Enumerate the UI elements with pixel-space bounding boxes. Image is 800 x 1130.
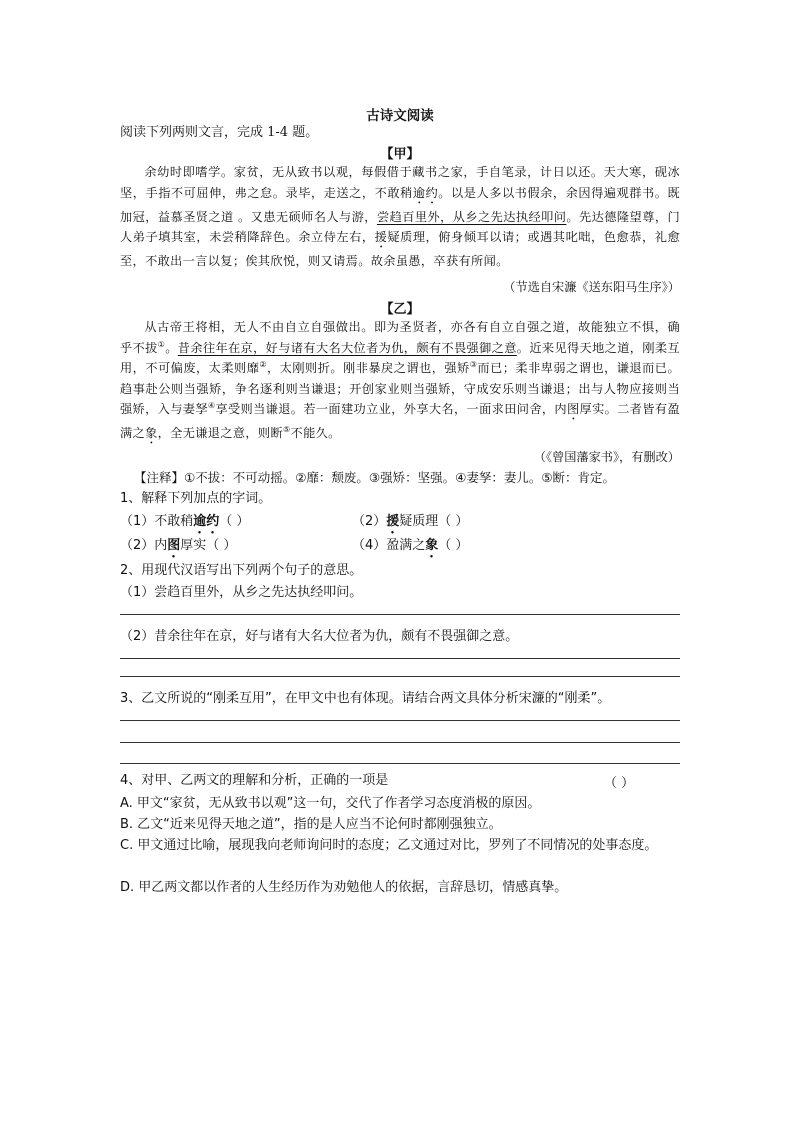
yi-underlined-sentence: 昔余往年在京，好与诸有大名大位者为仇，颇有不畏强御之意 (177, 340, 517, 355)
page-title: 古诗文阅读 (366, 108, 434, 124)
answer-blank[interactable]: （ ） (219, 514, 250, 529)
yi-text-7: 厚实。二者皆有盈满之 (120, 402, 680, 440)
option-a: A. 甲文“家贫，无从致书以观”这一句，交代了作者学习态度消极的原因。 (120, 796, 541, 811)
yi-dotted-word: 图 (566, 402, 580, 416)
option-b: B. 乙文“近来见得天地之道”，指的是人应当不论何时都刚强独立。 (120, 817, 502, 832)
annotation-notes: 【注释】①不拔：不可动摇。②靡：颓废。③强矫：坚强。④妻孥：妻儿。⑤断：肯定。 (134, 470, 616, 485)
item-label: （2）内 (120, 538, 168, 553)
answer-blank[interactable]: 疑质理（ ） (399, 514, 469, 529)
footnote-marker: ② (259, 359, 268, 369)
item-label: （4）盈满之 (352, 538, 426, 553)
question-2-sentence-1: （1）尝趋百里外，从乡之先达执经叩问。 (120, 585, 363, 600)
passage-jia-heading: 【甲】 (380, 147, 420, 162)
instruction-text: 阅读下列两则文言，完成 1-4 题。 (120, 125, 319, 140)
question-1-item-4 (352, 537, 468, 561)
dotted-word: 逾约 (193, 514, 220, 529)
question-3-stem: 3、乙文所说的“刚柔互用”，在甲文中也有体现。请结合两文具体分析宋濂的“刚柔”。 (120, 691, 611, 706)
dotted-word: 象 (425, 538, 439, 553)
passage-yi-text (120, 317, 680, 447)
jia-underlined-sentence: 尝趋百里外，从乡之先达执经叩问 (376, 209, 567, 224)
question-1-item-3 (120, 537, 236, 561)
answer-line[interactable] (120, 742, 680, 743)
footnote-marker: ③ (469, 359, 478, 369)
question-1-item-2 (352, 513, 468, 537)
yi-text-9: 不能久。 (290, 426, 341, 440)
yi-text-4: ，太刚则折。刚非暴戾之谓也，强矫 (267, 361, 470, 375)
passage-yi-source: （《曾国藩家书》，有删改） (533, 450, 680, 464)
question-1-stem: 1、解释下列加点的字词。 (120, 491, 272, 506)
question-2-stem: 2、用现代汉语写出下列两个句子的意思。 (120, 563, 363, 578)
answer-line[interactable] (120, 720, 680, 721)
jia-text-4: 疑质理，俯身倾耳以请；或遇其叱咄，色愈恭，礼愈至，不敢出一言以复；俟其欣悦，则又请焉。故余虽愚，卒获有所闻。 (120, 230, 680, 268)
dotted-word: 援 (386, 514, 400, 529)
answer-paren[interactable]: （ ） (604, 776, 635, 791)
jia-text-2: 。以是人多以书假余，余因得遍观群书。既加冠，益慕圣贤之道 。又患无硕师名人与游， (120, 185, 680, 224)
answer-line[interactable] (120, 763, 680, 764)
option-d: D. 甲乙两文都以作者的人生经历作为劝勉他人的依据，言辞恳切，情感真挚。 (120, 880, 568, 895)
footnote-marker: ① (157, 339, 166, 349)
yi-dotted-word: 象 (145, 426, 158, 440)
yi-text-8: ，全无谦退之意，则断 (157, 426, 283, 440)
footnote-marker: ④ (207, 400, 216, 410)
question-4-stem: 4、对甲、乙两文的理解和分析，正确的一项是 (120, 773, 389, 788)
item-label: （1）不敢稍 (120, 514, 194, 529)
question-1-item-1 (120, 513, 249, 537)
jia-text-1: 余幼时即嗜学。家贫，无从致书以观，每假借于藏书之家，手自笔录，计日以还。天大寒，砚冰坚，手指不可屈伸，弗之怠。录毕，走送之，不敢稍 (120, 165, 680, 200)
passage-jia-source: （节选自宋濂《送东阳马生序》） (503, 280, 680, 294)
yi-text-3: 。近来见得天地之道，刚柔互用，不可偏废，太柔则靡 (120, 340, 680, 375)
answer-blank[interactable]: （ ） (438, 538, 469, 553)
dotted-word: 图 (167, 538, 181, 553)
passage-jia-text (120, 162, 680, 272)
passage-yi-heading: 【乙】 (380, 302, 420, 317)
jia-dotted-word: 逾约 (412, 185, 439, 200)
answer-line[interactable] (120, 614, 680, 615)
answer-line[interactable] (120, 676, 680, 677)
yi-text-6: 享受则当谦退。若一面建功立业，外享大名，一面求田问舍，内 (215, 402, 567, 416)
answer-blank[interactable]: 厚实（ ） (180, 538, 237, 553)
option-c: C. 甲文通过比喻，展现我向老师询问时的态度；乙文通过对比，罗列了不同情况的处事态度。 (120, 838, 658, 853)
footnote-marker: ⑤ (283, 424, 291, 434)
yi-text-2: 。 (165, 340, 178, 355)
jia-dotted-word: 援 (374, 230, 388, 244)
item-label: （2） (352, 514, 387, 529)
yi-text-5: 而已；柔非卑弱之谓也，谦退而已。趋事赴公则当强矫，争名逐利则当谦退；开创家业则当强矫，守成安乐则当谦退；出与人物应接则当强矫，入与妻孥 (120, 361, 680, 416)
yi-text-1: 从古帝王将相，无人不由自立自强做出。即为圣贤者，亦各有自立自强之道，故能独立不惧，确乎不拔 (120, 320, 680, 355)
jia-text-3: 。先达德隆望尊，门人弟子填其室，未尝稍降辞色。余立侍左右， (120, 209, 680, 244)
answer-line[interactable] (120, 658, 680, 659)
question-2-sentence-2: （2）昔余往年在京，好与诸有大名大位者为仇，颇有不畏强御之意。 (120, 629, 519, 644)
